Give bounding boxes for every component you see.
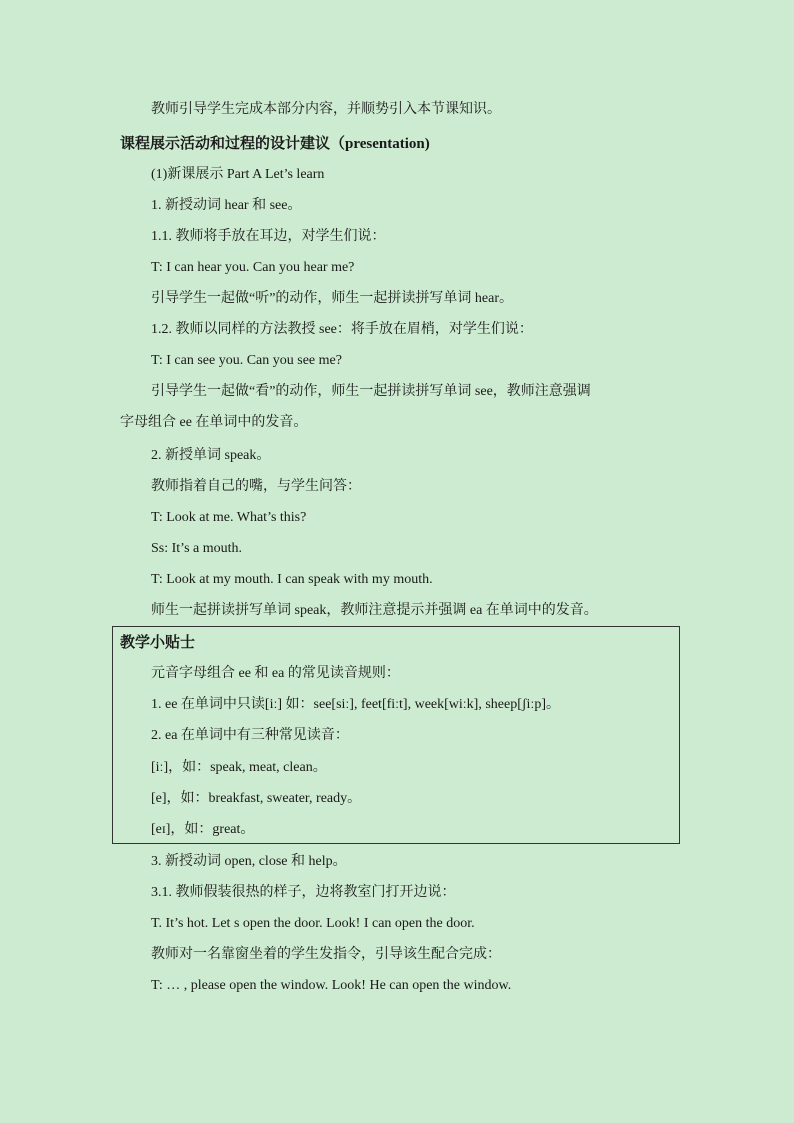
tips-title: 教学小贴士: [120, 635, 196, 651]
body-line: T: Look at me. What’s this?: [151, 510, 307, 525]
body-line: 2. 新授单词 speak。: [151, 448, 271, 463]
body-line: T: I can hear you. Can you hear me?: [151, 260, 355, 275]
tips-line: [eɪ]，如：great。: [151, 822, 255, 837]
tips-line: [e]，如：breakfast, sweater, ready。: [151, 791, 362, 806]
intro-paragraph: 教师引导学生完成本部分内容，并顺势引入本节课知识。: [151, 102, 501, 117]
tips-line: 1. ee 在单词中只读[iː] 如：see[siː], feet[fiːt], week[wiːk], sheep[ʃiːp]。: [151, 697, 560, 712]
body-line: T: I can see you. Can you see me?: [151, 353, 342, 368]
body-line: 1.2. 教师以同样的方法教授 see：将手放在眉梢，对学生们说：: [151, 322, 533, 337]
body-line: Ss: It’s a mouth.: [151, 541, 243, 556]
body-line: 1. 新授动词 hear 和 see。: [151, 198, 302, 213]
body-line: 1.1. 教师将手放在耳边，对学生们说：: [151, 229, 386, 244]
body-line: 3.1. 教师假装很热的样子，边将教室门打开边说：: [151, 885, 456, 900]
tips-line: 元音字母组合 ee 和 ea 的常见读音规则：: [151, 666, 400, 681]
body-line: 引导学生一起做“听”的动作，师生一起拼读拼写单词 hear。: [151, 291, 514, 306]
body-line: 教师对一名靠窗坐着的学生发指令，引导该生配合完成：: [151, 947, 501, 962]
body-line: T: Look at my mouth. I can speak with my mouth.: [151, 572, 433, 587]
tips-line: 2. ea 在单词中有三种常见读音：: [151, 728, 349, 743]
body-line: 3. 新授动词 open, close 和 help。: [151, 854, 347, 869]
body-line: 师生一起拼读拼写单词 speak，教师注意提示并强调 ea 在单词中的发音。: [151, 603, 598, 618]
body-line: (1)新课展示 Part A Let’s learn: [151, 167, 325, 182]
body-line: T: … , please open the window. Look! He can open the window.: [151, 978, 512, 993]
body-line: T. It’s hot. Let s open the door. Look! I can open the door.: [151, 916, 475, 931]
tips-line: [iː]，如：speak, meat, clean。: [151, 760, 327, 775]
body-line: 字母组合 ee 在单词中的发音。: [120, 415, 308, 430]
body-line: 教师指着自己的嘴，与学生问答：: [151, 479, 361, 494]
section-heading: 课程展示活动和过程的设计建议（presentation): [120, 136, 430, 152]
body-line: 引导学生一起做“看”的动作，师生一起拼读拼写单词 see，教师注意强调: [151, 384, 591, 399]
